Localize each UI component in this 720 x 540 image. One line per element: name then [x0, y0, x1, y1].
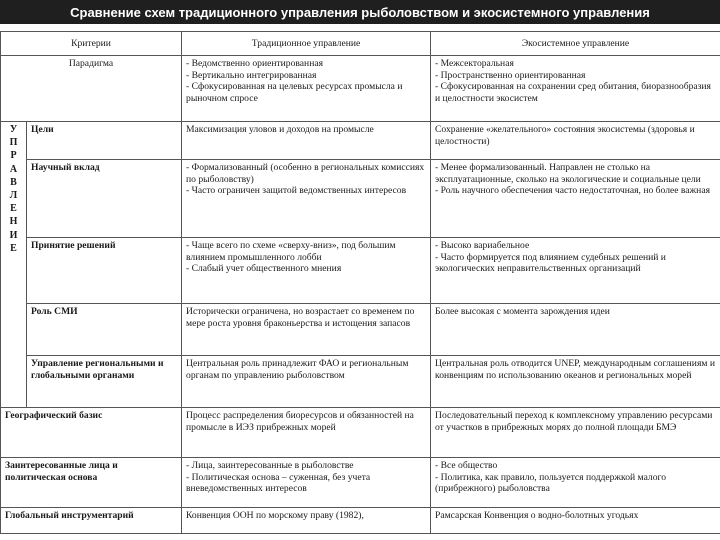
science-ecosystem-line: - Менее формализованный. Направлен не столько на эксплуатационные, сколько на экологические и социальные цели — [435, 162, 701, 185]
governance-ecosystem — [431, 356, 720, 408]
stakeholders-ecosystem — [431, 458, 720, 508]
media-traditional-line: Исторически ограничена, но возрастает со временем по мере роста уровня браконьерства и истощения запасов — [186, 306, 415, 329]
vertical-letter: Е — [10, 203, 17, 215]
geography-label: Географический базис — [1, 408, 182, 458]
stakeholders-traditional-line: - Лица, заинтересованные в рыболовстве — [186, 460, 354, 471]
governance-traditional-line: Центральная роль принадлежит ФАО и региональным органам по управлению рыболовством — [186, 358, 409, 381]
header-row — [1, 32, 720, 56]
decisions-row — [1, 238, 720, 304]
stakeholders-row — [1, 458, 720, 508]
stakeholders-label: Заинтересованные лица и политическая основа — [1, 458, 182, 508]
science-label: Научный вклад — [27, 160, 182, 238]
stakeholders-traditional-line: - Политическая основа – суженная, без учета вневедомственных интересов — [186, 471, 371, 494]
science-traditional-line: - Часто ограничен защитой ведомственных интересов — [186, 185, 407, 196]
vertical-letter: Н — [9, 216, 18, 228]
paradigm-traditional — [182, 56, 431, 122]
instruments-ecosystem — [431, 508, 720, 534]
decisions-traditional-line: - Слабый учет общественного мнения — [186, 263, 342, 274]
goals-ecosystem-line: Сохранение «желательного» состояния экосистемы (здоровья и целостности) — [435, 124, 695, 147]
vertical-letter: Л — [9, 189, 18, 201]
stakeholders-ecosystem-line: - Политика, как правило, пользуется поддержкой малого (прибрежного) рыболовства — [435, 471, 666, 494]
goals-traditional-line: Максимизация уловов и доходов на промысле — [186, 124, 374, 135]
instruments-traditional-line: Конвенция ООН по морскому праву (1982), — [186, 510, 364, 521]
decisions-traditional-line: - Чаще всего по схеме «сверху-вниз», под большим влиянием промышленного лобби — [186, 240, 396, 263]
science-ecosystem — [431, 160, 720, 238]
governance-ecosystem-line: Центральная роль отводится UNEP, международным соглашениям и конвенциям по использованию океанов и региональных морей — [435, 358, 715, 381]
instruments-row — [1, 508, 720, 534]
header-traditional: Традиционное управление — [182, 32, 431, 56]
geography-ecosystem-line: Последовательный переход к комплексному управлению ресурсами от участков в прибрежных морях до полной площади БМЭ — [435, 410, 713, 433]
instruments-ecosystem-line: Рамсарская Конвенция о водно-болотных угодьях — [435, 510, 639, 521]
science-traditional-line: - Формализованный (особенно в региональных комиссиях по рыболовству) — [186, 162, 425, 185]
stakeholders-traditional — [182, 458, 431, 508]
media-row — [1, 304, 720, 356]
vertical-letter: А — [9, 163, 18, 175]
comparison-table — [0, 31, 720, 534]
paradigm-traditional-line: - Ведомственно ориентированная — [186, 58, 323, 69]
science-traditional — [182, 160, 431, 238]
governance-row — [1, 356, 720, 408]
management-vertical-label — [1, 122, 27, 408]
vertical-letter: П — [9, 137, 18, 149]
goals-row — [1, 122, 720, 160]
science-row — [1, 160, 720, 238]
geography-ecosystem — [431, 408, 720, 458]
paradigm-ecosystem-line: - Межсекторальная — [435, 58, 514, 69]
paradigm-ecosystem-line: - Сфокусированная на сохранении сред обитания, биоразнообразия и целостности экосистем — [435, 81, 711, 104]
goals-traditional — [182, 122, 431, 160]
geography-row — [1, 408, 720, 458]
decisions-ecosystem-line: - Часто формируется под влиянием судебных решений и экологических неправительственных организаций — [435, 251, 666, 274]
vertical-letter: Р — [10, 150, 17, 162]
decisions-label: Принятие решений — [27, 238, 182, 304]
decisions-ecosystem-line: - Высоко вариабельное — [435, 240, 530, 251]
media-ecosystem — [431, 304, 720, 356]
governance-label: Управление региональными и глобальными органами — [27, 356, 182, 408]
goals-ecosystem — [431, 122, 720, 160]
instruments-traditional — [182, 508, 431, 534]
instruments-label: Глобальный инструментарий — [1, 508, 182, 534]
slide-title: Сравнение схем традиционного управления рыболовством и экосистемного управления — [0, 0, 720, 24]
governance-traditional — [182, 356, 431, 408]
science-ecosystem-line: - Роль научного обеспечения часто недостаточная, но более важная — [435, 185, 710, 196]
header-ecosystem: Экосистемное управление — [431, 32, 720, 56]
media-traditional — [182, 304, 431, 356]
paradigm-traditional-line: - Сфокусированная на целевых ресурсах промысла и рыночном спросе — [186, 81, 403, 104]
media-ecosystem-line: Более высокая с момента зарождения идеи — [435, 306, 610, 317]
header-criteria: Критерии — [1, 32, 182, 56]
vertical-letter: В — [10, 176, 17, 188]
vertical-letter: Е — [10, 242, 17, 254]
paradigm-ecosystem — [431, 56, 720, 122]
geography-traditional-line: Процесс распределения биоресурсов и обязанностей на промысле в ИЭЗ прибрежных морей — [186, 410, 414, 433]
paradigm-ecosystem-line: - Пространственно ориентированная — [435, 69, 586, 81]
vertical-letter: У — [9, 124, 18, 135]
media-label: Роль СМИ — [27, 304, 182, 356]
goals-label: Цели — [27, 122, 182, 160]
paradigm-traditional-line: - Вертикально интегрированная — [186, 69, 317, 81]
decisions-ecosystem — [431, 238, 720, 304]
decisions-traditional — [182, 238, 431, 304]
vertical-letter: И — [9, 229, 18, 241]
geography-traditional — [182, 408, 431, 458]
stakeholders-ecosystem-line: - Все общество — [435, 460, 498, 471]
paradigm-label: Парадигма — [1, 56, 182, 122]
paradigm-row — [1, 56, 720, 122]
